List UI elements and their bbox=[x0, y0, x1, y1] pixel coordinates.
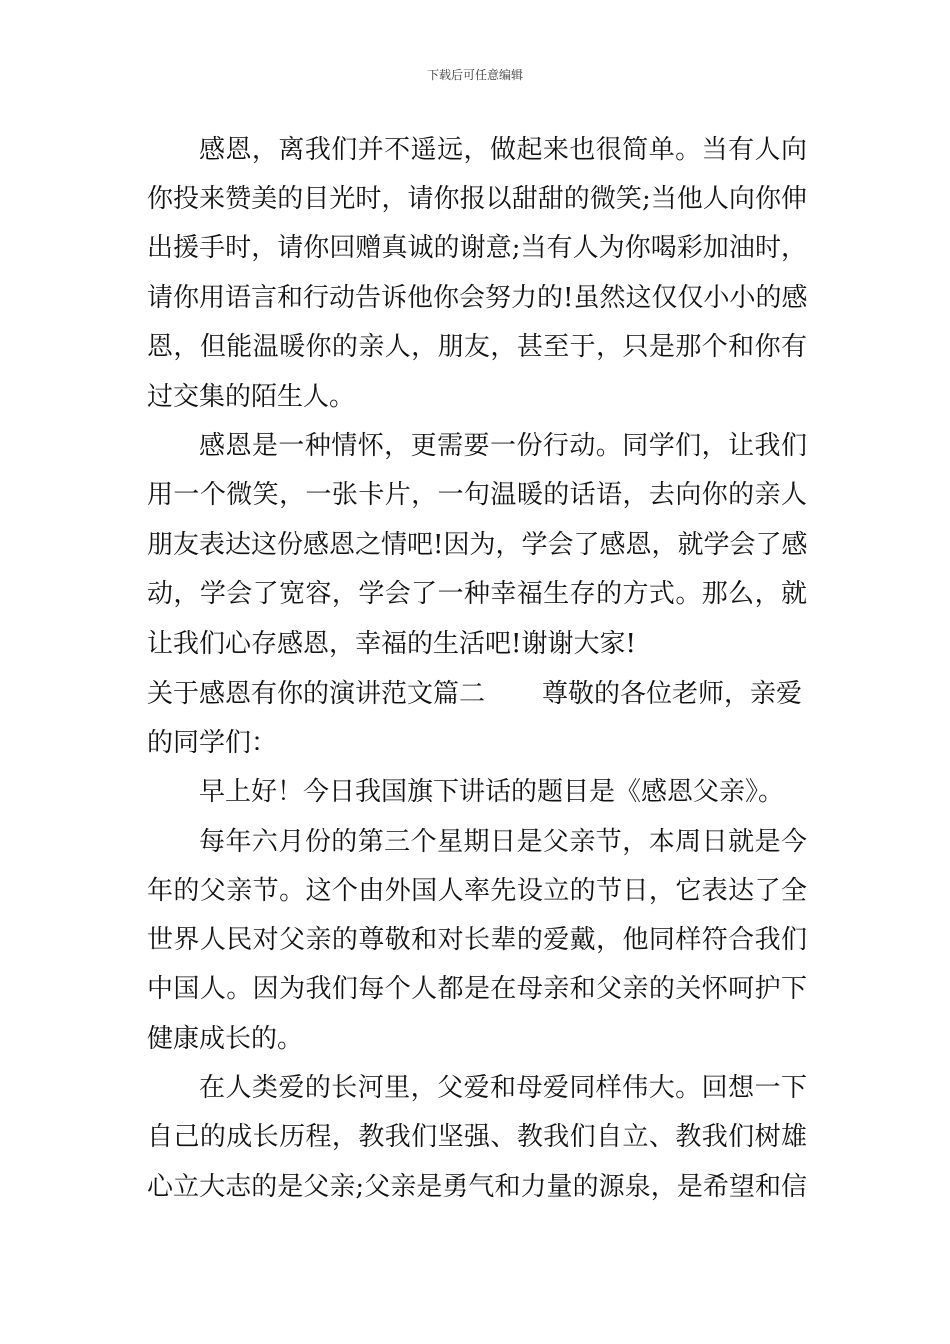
section-title: 关于感恩有你的演讲范文篇二 bbox=[147, 679, 486, 709]
paragraph-line: 动，学会了宽容，学会了一种幸福生存的方式。那么，就 bbox=[147, 579, 807, 609]
paragraph-line: 世界人民对父亲的尊敬和对长辈的爱戴，他同样符合我们 bbox=[147, 925, 807, 955]
greeting-start: 尊敬的各位老师，亲爱 bbox=[542, 679, 803, 709]
paragraph-line: 你投来赞美的目光时，请你报以甜甜的微笑;当他人向你伸 bbox=[147, 184, 807, 214]
paragraph-line: 年的父亲节。这个由外国人率先设立的节日，它表达了全 bbox=[147, 876, 807, 906]
paragraph-line: 请你用语言和行动告诉他你会努力的!虽然这仅仅小小的感 bbox=[147, 283, 807, 313]
paragraph-line: 每年六月份的第三个星期日是父亲节，本周日就是今 bbox=[199, 827, 807, 857]
paragraph-line: 中国人。因为我们每个人都是在母亲和父亲的关怀呵护下 bbox=[147, 974, 807, 1004]
paragraph-line: 过交集的陌生人。 bbox=[147, 382, 356, 412]
paragraph-line: 朋友表达这份感恩之情吧!因为，学会了感恩，就学会了感 bbox=[147, 530, 807, 560]
paragraph-line: 用一个微笑，一张卡片，一句温暖的话语，去向你的亲人 bbox=[147, 480, 807, 510]
paragraph-line: 自己的成长历程，教我们坚强、教我们自立、教我们树雄 bbox=[147, 1122, 807, 1152]
paragraph-line: 心立大志的是父亲;父亲是勇气和力量的源泉，是希望和信 bbox=[147, 1172, 807, 1202]
section-heading-line bbox=[147, 679, 807, 709]
paragraph-line: 健康成长的。 bbox=[147, 1024, 304, 1054]
paragraph-line: 感恩是一种情怀，更需要一份行动。同学们，让我们 bbox=[199, 431, 807, 461]
paragraph-line: 感恩，离我们并不遥远，做起来也很简单。当有人向 bbox=[199, 135, 807, 165]
paragraph-line: 出援手时，请你回赠真诚的谢意;当有人为你喝彩加油时， bbox=[147, 233, 807, 263]
paragraph-line: 在人类爱的长河里，父爱和母爱同样伟大。回想一下 bbox=[199, 1073, 807, 1103]
page-header: 下载后可任意编辑 bbox=[426, 68, 523, 82]
greeting-end: 的同学们： bbox=[147, 728, 278, 758]
paragraph-line: 让我们心存感恩，幸福的生活吧!谢谢大家! bbox=[147, 629, 636, 659]
paragraph-line: 早上好！今日我国旗下讲话的题目是《感恩父亲》。 bbox=[199, 777, 785, 807]
paragraph-line: 恩，但能温暖你的亲人，朋友，甚至于，只是那个和你有 bbox=[147, 332, 807, 362]
